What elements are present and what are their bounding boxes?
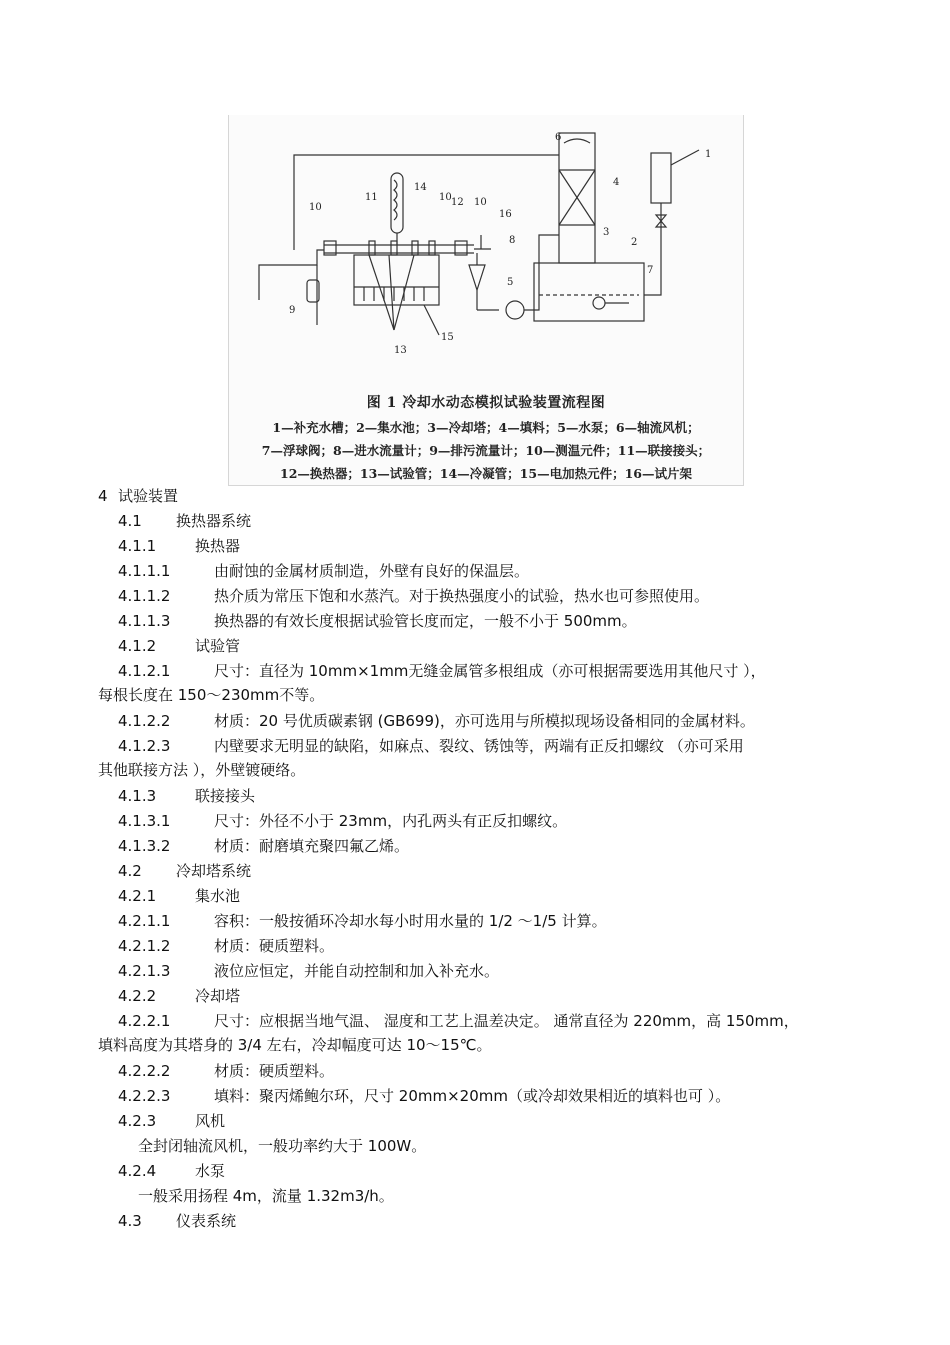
svg-text:9: 9 bbox=[289, 305, 296, 316]
svg-text:15: 15 bbox=[441, 332, 454, 343]
diagram-labels bbox=[289, 132, 711, 356]
pump bbox=[506, 301, 524, 319]
heat-exchanger-box bbox=[354, 255, 439, 305]
svg-text:10: 10 bbox=[474, 197, 487, 208]
svg-text:7: 7 bbox=[647, 265, 654, 276]
heating-elements bbox=[364, 287, 424, 301]
return-pipe bbox=[294, 155, 559, 250]
svg-text:2: 2 bbox=[631, 237, 638, 248]
svg-text:13: 13 bbox=[394, 345, 407, 356]
flow-diagram-figure bbox=[228, 115, 744, 486]
svg-text:8: 8 bbox=[509, 235, 516, 246]
svg-text:12: 12 bbox=[451, 197, 464, 208]
svg-text:1: 1 bbox=[705, 149, 712, 160]
figure-caption-legend-3: 12—换热器；13—试验管；14—冷凝管；15—电加热元件；16—试片架 bbox=[280, 466, 692, 481]
svg-text:10: 10 bbox=[309, 202, 322, 213]
svg-text:16: 16 bbox=[499, 209, 512, 220]
collection-basin bbox=[534, 263, 644, 321]
svg-text:11: 11 bbox=[365, 192, 378, 203]
figure-caption-title: 图 1 冷却水动态模拟试验装置流程图 bbox=[366, 395, 606, 411]
makeup-tank bbox=[651, 153, 671, 203]
svg-text:3: 3 bbox=[603, 227, 610, 238]
figure-caption-legend-1: 1—补充水槽；2—集水池；3—冷却塔；4—填料；5—水泵；6—轴流风机； bbox=[272, 420, 700, 435]
svg-text:6: 6 bbox=[555, 132, 562, 143]
svg-text:10: 10 bbox=[439, 192, 452, 203]
svg-text:4: 4 bbox=[613, 177, 620, 188]
svg-text:5: 5 bbox=[507, 277, 514, 288]
figure-caption-legend-2: 7—浮球阀；8—进水流量计；9—排污流量计；10—测温元件；11—联接接头； bbox=[261, 443, 711, 458]
flow-diagram bbox=[229, 115, 743, 385]
svg-text:14: 14 bbox=[414, 182, 427, 193]
